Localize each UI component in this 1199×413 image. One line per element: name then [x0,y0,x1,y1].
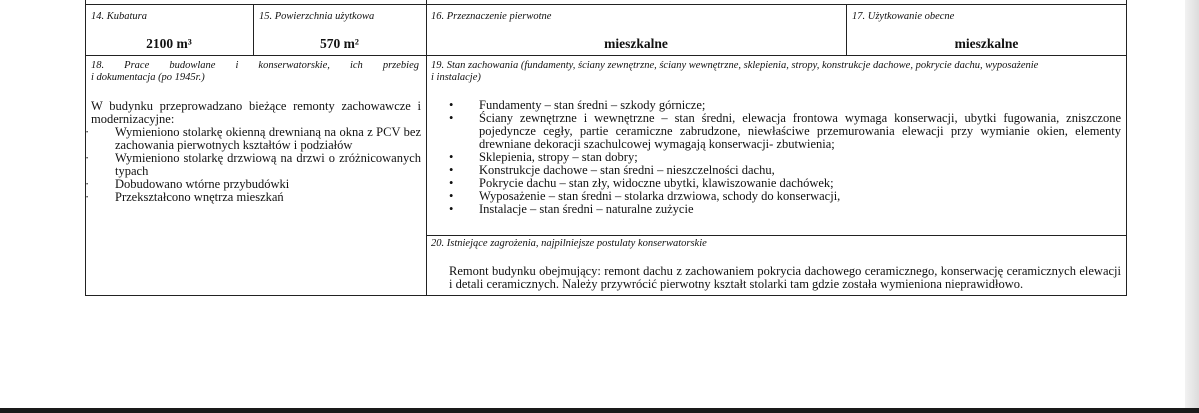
table-rule [85,4,1127,5]
field-15-value: 570 m² [320,36,359,51]
field-18-intro: W budynku przeprowadzano bieżące remonty zachowawcze i modernizacyjne: [91,99,421,126]
field-18-list [85,125,421,204]
field-20-label: 20. Istniejące zagrożenia, najpilniejsze postulaty konserwatorskie [431,238,707,249]
field-18-label-line2: i dokumentacja (po 1945r.) [91,72,205,83]
field-19-label-line1: 19. Stan zachowania (fundamenty, ściany zewnętrzne, ściany wewnętrzne, sklepienia, stropy, konstrukcje dachowe, pokrycie dachu, wyposażenie [431,60,1039,71]
list-item: • Wyposażenie – stan średni – stolarka drzwiowa, schody do konserwacji, [449,189,841,203]
field-17-label: 17. Użytkowanie obecne [852,11,955,22]
list-item: · Przekształcono wnętrza mieszkań [85,190,284,204]
table-rule [85,295,1127,296]
list-item: · Wymieniono stolarkę okienną drewnianą na okna z PCV bez zachowania pierwotnych kształtów i podziałów [85,125,421,152]
field-14-value: 2100 m³ [146,36,192,51]
list-item: • Fundamenty – stan średni – szkody górnicze; [449,98,706,112]
field-16-value: mieszkalne [604,36,668,51]
field-20-text: Remont budynku obejmujący: remont dachu z zachowaniem pokrycia dachowego ceramicznego, konserwację ceramicznych elewacji i detali ceramicznych. Należy przywrócić pierwotny kształt stolarki tam gdzie została wymieniona nieprawidłowo. [449,264,1121,291]
table-rule [85,55,1127,56]
field-18-label-line1: 18. Prace budowlane i konserwatorskie, ich przebieg [91,60,419,71]
list-item: • Ściany zewnętrzne i wewnętrzne – stan średni, elewacja frontowa wymaga konserwacji, ubytki fugowania, zniszczone pojedyncze cegły, partie ceramiczne zabrudzone, niewłaściwe przemurowania elewacji przy wymianie okien, elementy drewniane dekoracji szachulcowej wymagają konserwacji- zbutwienia; [449,111,1121,151]
list-item: • Konstrukcje dachowe – stan średni – nieszczelności dachu, [449,163,775,177]
table-rule [426,235,1127,236]
field-19-list [449,98,1121,216]
field-14-label: 14. Kubatura [91,11,148,22]
list-item: · Wymieniono stolarkę drzwiową na drzwi o zróżnicowanych typach [85,151,421,178]
field-16-label: 16. Przeznaczenie pierwotne [431,11,552,22]
scan-border [0,408,1199,413]
form-table [85,0,1127,296]
list-item: · Dobudowano wtórne przybudówki [85,177,290,191]
list-item: • Instalacje – stan średni – naturalne zużycie [449,202,694,216]
field-19-label-line2: i instalacje) [431,72,481,83]
list-item: • Pokrycie dachu – stan zły, widoczne ubytki, klawiszowanie dachówek; [449,176,834,190]
list-item: • Sklepienia, stropy – stan dobry; [449,150,638,164]
field-15-label: 15. Powierzchnia użytkowa [259,11,375,22]
scan-edge [1185,0,1199,413]
field-17-value: mieszkalne [954,36,1019,51]
